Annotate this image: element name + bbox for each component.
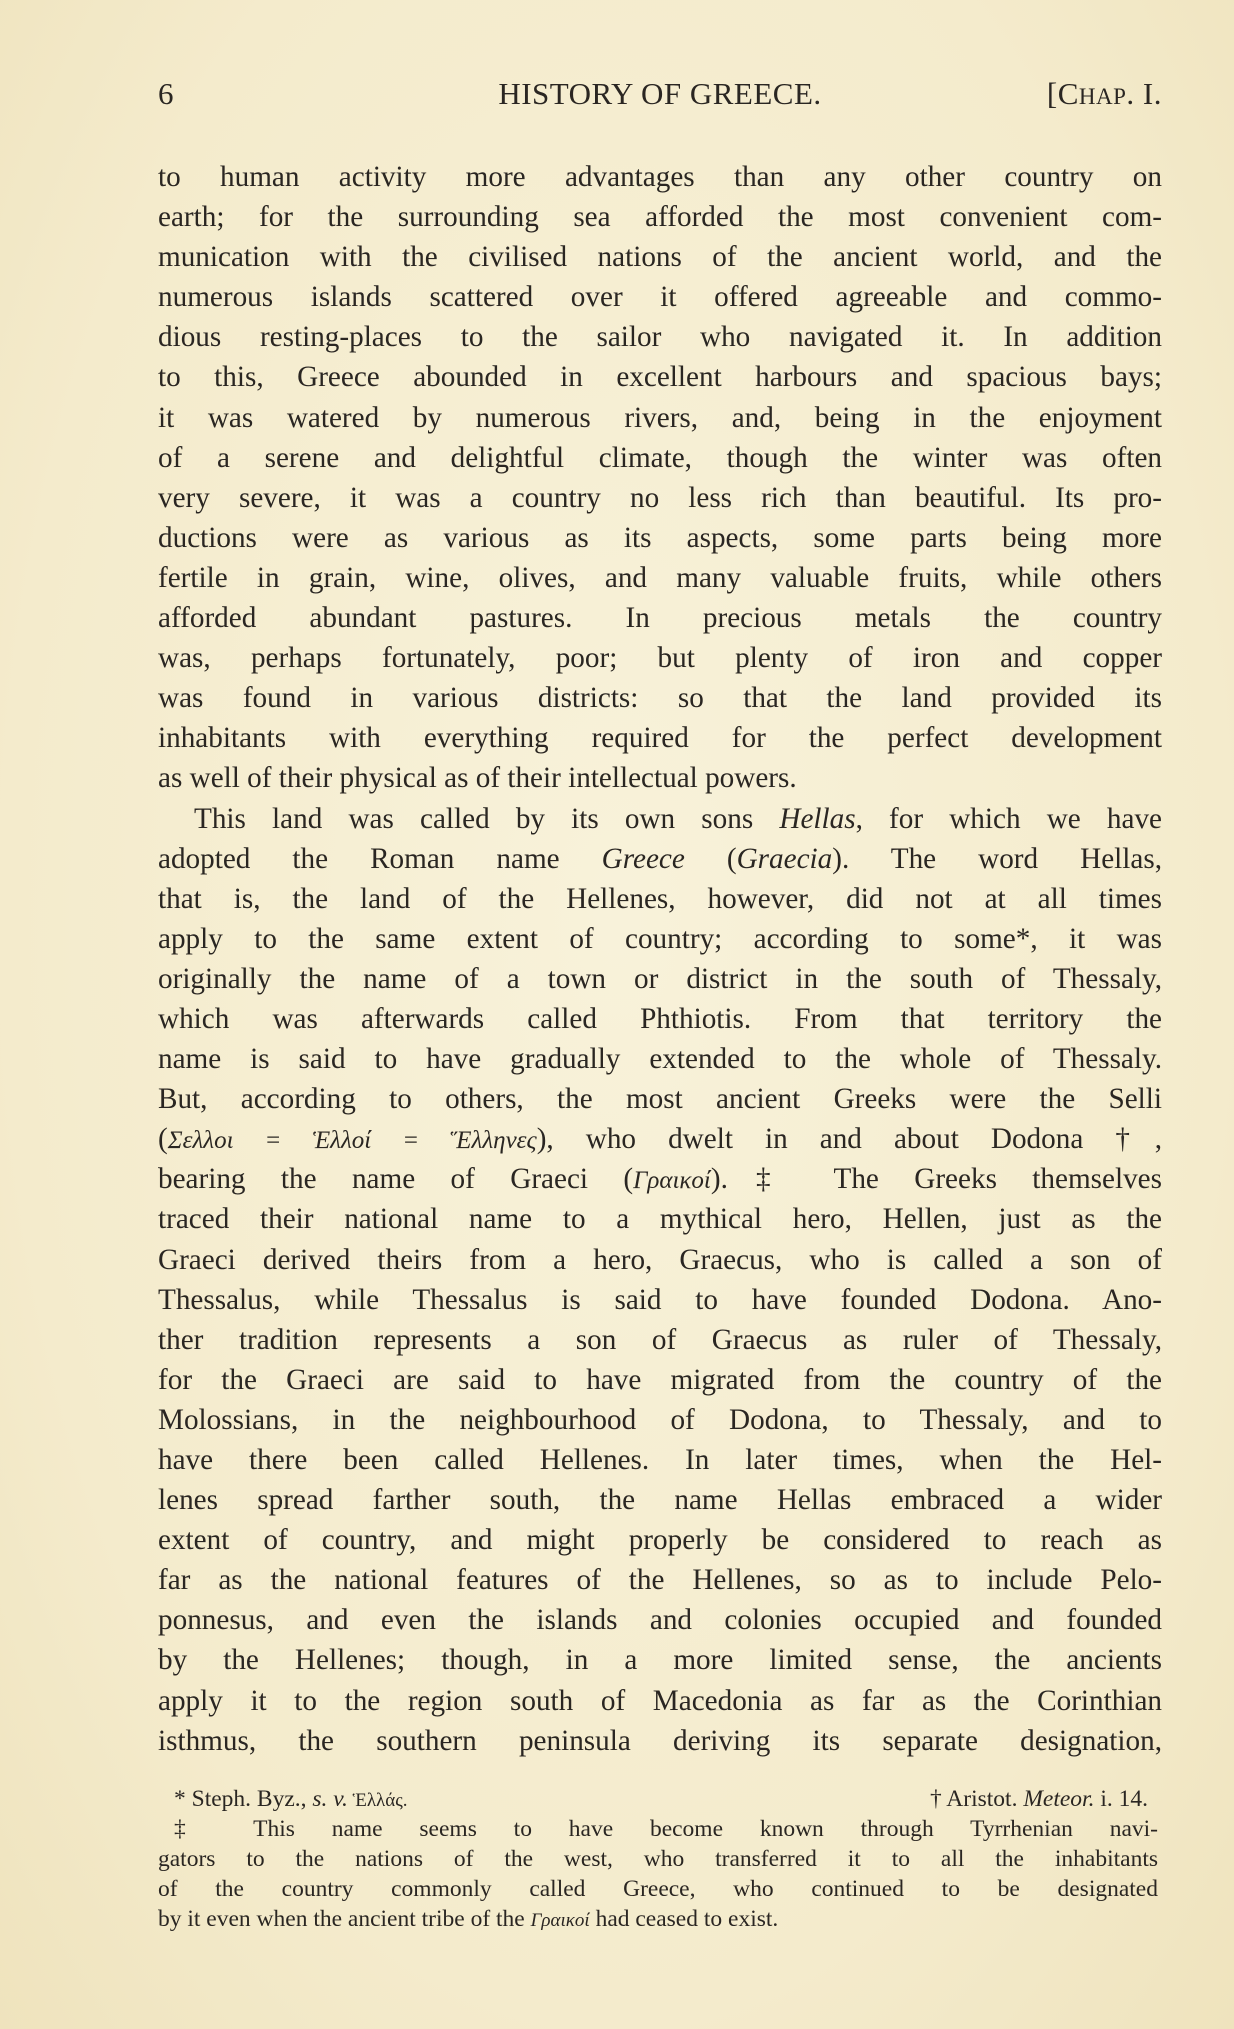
text-line: adopted the Roman name Greece (Graecia). The word Hellas, [158,842,1162,875]
text-line: very severe, it was a country no less rich than beautiful. Its pro- [158,481,1162,514]
text-line: by the Hellenes; though, in a more limited sense, the ancients [158,1644,1162,1677]
footnote-3 [158,1814,1158,1904]
footnote-1: * Steph. Byz., s. v. Ἑλλάς. [174,1786,408,1812]
text-line: Molossians, in the neighbourhood of Dodona, to Thessaly, and to [158,1403,1162,1436]
footnotes [158,1784,1158,1934]
footnote-line: ‡ This name seems to have become known through Tyrrhenian navi- [174,1816,1158,1842]
text-line: to human activity more advantages than any other country on [158,161,1162,193]
text-line: ductions were as various as its aspects, some parts being more [158,521,1162,554]
text-line: This land was called by its own sons Hellas, for which we have [194,802,1162,835]
footnote-row [158,1784,1158,1814]
footnote-line: by it even when the ancient tribe of the Γραικοί had ceased to exist. [158,1906,779,1932]
chapter-label: [CHAP. I. [1046,76,1162,111]
text-line: dious resting-places to the sailor who navigated it. In addition [158,321,1162,354]
italic-term: Graecia [736,842,833,875]
italic-term: Greece [601,842,685,875]
paragraph [158,157,1162,799]
text-line: traced their national name to a mythical hero, Hellen, just as the [158,1203,1162,1236]
text-line: far as the national features of the Hellenes, so as to include Pelo- [158,1564,1162,1597]
text-line: extent of country, and might properly be considered to reach as [158,1524,1162,1557]
text-line: was found in various districts: so that the land provided its [158,682,1162,715]
text-line: afforded abundant pastures. In precious metals the country [158,602,1162,635]
text-line: for the Graeci are said to have migrated from the country of the [158,1363,1162,1396]
greek-text: Σελλοι = Ἑλλοί = Ἕλληνες [167,1127,537,1155]
text-line: numerous islands scattered over it offered agreeable and commo- [158,281,1162,314]
text-line: originally the name of a town or district in the south of Thessaly, [158,962,1162,995]
footnote-line: gators to the nations of the west, who transferred it to all the inhabitants [158,1846,1158,1872]
footnote-2: † Aristot. Meteor. i. 14. [929,1786,1148,1812]
text-line: lenes spread farther south, the name Hellas embraced a wider [158,1484,1162,1517]
text-line: Thessalus, while Thessalus is said to have founded Dodona. Ano- [158,1283,1162,1316]
text-line: earth; for the surrounding sea afforded the most convenient com- [158,201,1162,234]
text-line: as well of their physical as of their intellectual powers. [158,762,797,795]
text-line: to this, Greece abounded in excellent harbours and spacious bays; [158,361,1162,394]
text-line: bearing the name of Graeci (Γραικοί).‡ The Greeks themselves [158,1163,1162,1196]
text-line: have there been called Hellenes. In later times, when the Hel- [158,1444,1162,1476]
text-line: ponnesus, and even the islands and colonies occupied and founded [158,1604,1162,1637]
italic-term: Hellas [779,802,856,835]
text-line: was, perhaps fortunately, poor; but plenty of iron and copper [158,642,1162,675]
text-line: ther tradition represents a son of Graecus as ruler of Thessaly, [158,1323,1162,1356]
paragraph [158,799,1162,1761]
text-line: fertile in grain, wine, olives, and many valuable fruits, while others [158,561,1162,594]
greek-text: Γραικοί [633,1167,711,1195]
text-line: apply it to the region south of Macedonia as far as the Corinthian [158,1684,1162,1717]
text-line: that is, the land of the Hellenes, however, did not at all times [158,882,1162,915]
book-page [158,76,1162,1761]
text-line: it was watered by numerous rivers, and, being in the enjoyment [158,401,1162,434]
text-line: which was afterwards called Phthiotis. From that territory the [158,1002,1162,1035]
running-head [158,76,1162,116]
text-line: apply to the same extent of country; according to some*, it was [158,922,1162,955]
text-line: name is said to have gradually extended to the whole of Thessaly. [158,1043,1162,1076]
text-line: isthmus, the southern peninsula deriving its separate designation, [158,1724,1162,1757]
text-line: inhabitants with everything required for the perfect development [158,722,1162,755]
page-number: 6 [158,76,174,111]
footnote-line: of the country commonly called Greece, who continued to be designated [158,1876,1158,1902]
text-line: (Σελλοι = Ἑλλοί = Ἕλληνες), who dwelt in and about Dodona †, [158,1123,1162,1156]
text-line: But, according to others, the most ancient Greeks were the Selli [158,1083,1162,1116]
book-title: HISTORY OF GREECE. [498,76,822,111]
text-line: munication with the civilised nations of the ancient world, and the [158,241,1162,274]
body-text [158,157,1162,1761]
text-line: Graeci derived theirs from a hero, Graecus, who is called a son of [158,1243,1162,1276]
text-line: of a serene and delightful climate, though the winter was often [158,441,1162,474]
